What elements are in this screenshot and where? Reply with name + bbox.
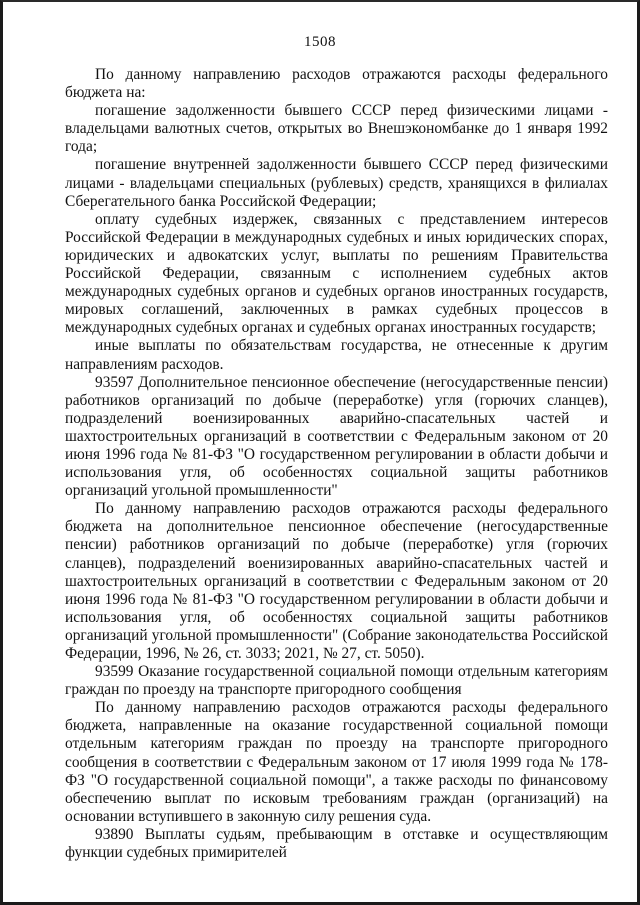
paragraph-item-other-payments: иные выплаты по обязательствам государства, не отнесенные к другим направлениям расходов. [65,337,608,373]
page-number: 1508 [304,34,336,50]
paragraph-93597-description: По данному направлению расходов отражаются расходы федерального бюджета на дополнительное пенсионное обеспечение (негосударственные пенсии) работников организаций по добыче (переработке) угля (горючих сланцев), подразделений военизированных аварийно-спасательных частей и шахтостроительных организаций в соответствии с Федеральным законом от 20 июня 1996 года № 81-ФЗ "О государственном регулировании в области добычи и использования угля, об особенностях социальной защиты работников организаций угольной промышленности" (Собрание законодательства Российской Федерации, 1996, № 26, ст. 3033; 2021, № 27, ст. 5050). [65,500,608,662]
paragraph-item-court-costs: оплату судебных издержек, связанных с представлением интересов Российской Федерации в международных судебных и иных юридических спорах, юридических и адвокатских услуг, выплаты по решениям Правительства Российской Федерации, связанным с исполнением судебных актов международных судебных органов и судебных органов иностранных государств, мировых соглашений, заключенных в рамках судебных процессов в международных судебных органах и судебных органах иностранных государств; [65,210,608,337]
paragraph-93599-description: По данному направлению расходов отражаются расходы федерального бюджета, направленные на оказание государственной социальной помощи отдельным категориям граждан по проезду на транспорте пригородного сообщения в соответствии с Федеральным законом от 17 июля 1999 года № 178-ФЗ "О государственной социальной помощи", а также расходы по финансовому обеспечению выплат по исковым требованиям граждан (организаций) на основании вступившего в законную силу решения суда. [65,699,608,825]
section-heading-93890: 93890 Выплаты судьям, пребывающим в отставке и осуществляющим функции судебных примирителей [65,825,608,862]
paragraph-item-currency-accounts: погашение задолженности бывшего СССР перед физическими лицами - владельцами валютных счетов, открытых во Внешэкономбанке до 1 января 1992 года; [65,102,608,156]
section-heading-93597: 93597 Дополнительное пенсионное обеспечение (негосударственные пенсии) работников организаций по добыче (переработке) угля (горючих сланцев), подразделений военизированных аварийно-спасательных частей и шахтостроительных организаций в соответствии с Федеральным законом от 20 июня 1996 года № 81-ФЗ "О государственном регулировании в области добычи и использования угля, об особенностях социальной защиты работников организаций угольной промышленности" [65,373,608,500]
section-heading-93599: 93599 Оказание государственной социальной помощи отдельным категориям граждан по проезду на транспорте пригородного сообщения [65,663,608,699]
paragraph-item-ruble-funds: погашение внутренней задолженности бывшего СССР перед физическими лицами - владельцами специальных (рублевых) средств, хранящихся в филиалах Сберегательного банка Российской Федерации; [65,156,608,210]
paragraph-intro: По данному направлению расходов отражаются расходы федерального бюджета на: [65,66,608,102]
document-body [65,66,608,862]
